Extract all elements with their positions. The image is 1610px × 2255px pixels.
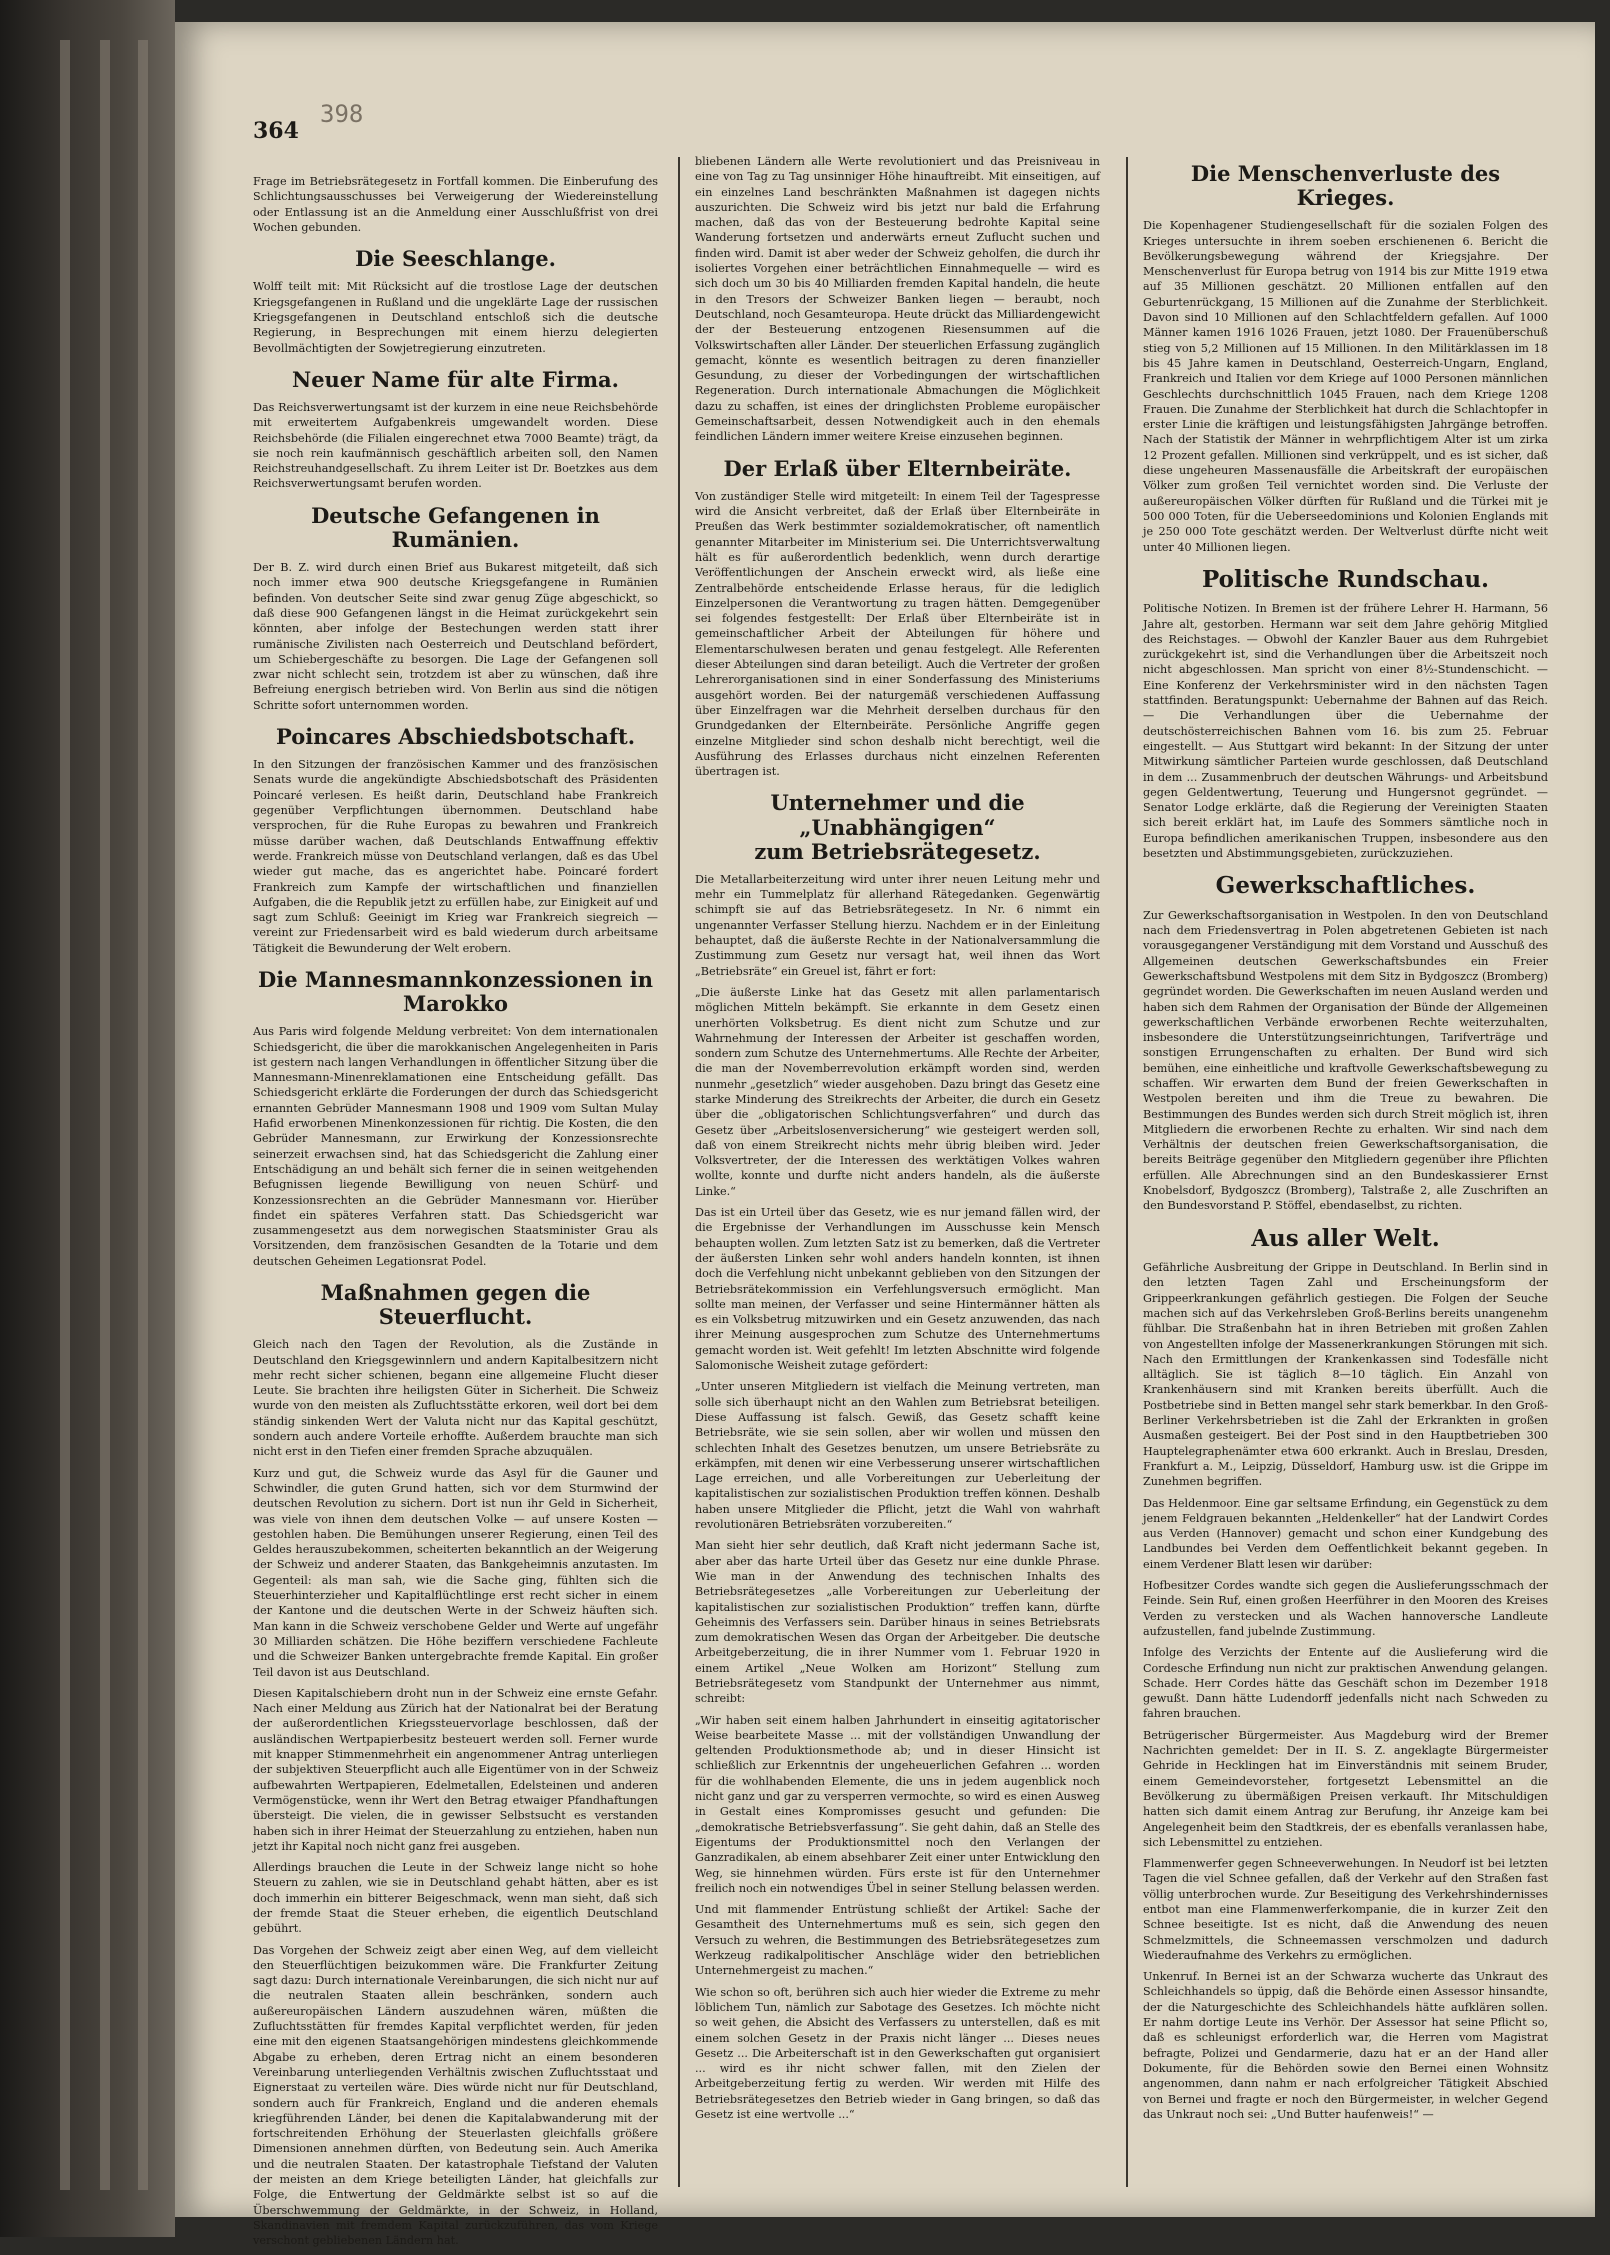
article-text: bliebenen Ländern alle Werte revolutioniert und das Preisniveau in eine von Tag zu Tag unsinniger Höhe hinauftreibt. Mit einseitigen, auf ein einzelnes Land beschränkten Maßnahmen ist dagegen nichts auszurichten. Die Schweiz wird bis jetzt nur bald die Erfahrung machen, daß das von der Besteuerung bedrohte Kapital seine Wanderung fortsetzen und anderwärts erneut Zuflucht suchen und finden wird. Damit ist aber weder der Schweiz geholfen, die durch ihr isoliertes Vorgehen einer beträchtlichen Einnahmequelle — wird es sich doch um 30 bis 40 Milliarden fremden Kapital handeln, die heute in den Tresors der Schweizer Banken liegen — beraubt, noch Deutschland, noch Gesamteuropa. Heute drückt das Milliardengewicht der der Besteuerung entzogenen Riesensummen auf die Volkswirtschaften aller Länder. Der steuerlichen Erfassung zugänglich gemacht, könnte es wesentlich beitragen zu deren finanzieller Gesundung, zu dieser der Vorbedingungen der wirtschaftlichen Regeneration. Durch internationale Abmachungen die Möglichkeit dazu zu schaffen, ist eines der dringlichsten Probleme europäischer Gemeinschaftsarbeit, dessen Notwendigkeit auch in den ehemals feindlichen Ländern immer weitere Kreise einzusehen beginnen.: [695, 155, 1100, 444]
headline-aus-aller-welt: Aus aller Welt.: [1251, 1224, 1440, 1252]
article-text: Hofbesitzer Cordes wandte sich gegen die Auslieferungsschmach der Feinde. Sein Ruf, einen großen Heerführer in den Mooren des Kreises Verden zu verstecken und als Wachen hannoversche Landleute aufzustellen, fand jubelnde Zustimmung.: [1143, 1579, 1548, 1638]
article-text: Unkenruf. In Bernei ist an der Schwarza wucherte das Unkraut des Schleichhandels so üppig, daß die Behörde einen Assessor hinsandte, der die Naturgeschichte des Schleichhandels hätte aufklären sollen. Er nahm dortige Leute ins Verhör. Der Assessor hat seine Pflicht so, daß es schleunigst erforderlich war, die Herren vom Magistrat befragte, Polizei und Gendarmerie, dazu hat er an der Hand aller Dokumente, für die Behörden sowie den Bernei einen Wohnsitz angenommen, dann nahm er nach erfolgreicher Tätigkeit Abschied von Bernei und fragte er noch den Bürgermeister, in welcher Gegend das Unkraut noch sei: „Und Butter haufenweis!“ —: [1143, 1970, 1548, 2121]
pencil-annotation: 398: [320, 100, 364, 128]
article-text: Das Reichsverwertungsamt ist der kurzem in eine neue Reichsbehörde mit erweitertem Aufgabenkreis umgewandelt worden. Diese Reichsbehörde (die Filialen eingerechnet etwa 7000 Beamte) trägt, da sie noch rein kaufmännisch geschäftlich arbeiten soll, den Namen Reichstreuhandgesellschaft. Zu ihrem Leiter ist Dr. Boetzkes aus dem Reichsverwertungsamt berufen worden.: [253, 400, 658, 491]
article-text: Zur Gewerkschaftsorganisation in Westpolen. In den von Deutschland nach dem Friedensvertrag in Polen abgetretenen Gebieten ist nach vorausgegangener Verständigung mit dem Vorstand und Ausschuß des Allgemeinen deutschen Gewerkschaftsbundes ein Freier Gewerkschaftsbund Westpolens mit dem Sitz in Bydgoszcz (Bromberg) gegründet worden. Die Gewerkschaften im neuen Ausland werden und haben sich dem Rahmen der Organisation der Bünde der Allgemeinen gewerkschaftlichen Verbände erworbenen Rechte weiterzuhalten, insbesondere die Unterstützungseinrichtungen, Tarifverträge und sonstigen Errungenschaften zu erhalten. Der Bund wird sich bemühen, eine einheitliche und kraftvolle Gewerkschaftsbewegung zu schaffen. Wir erwarten dem Bund der freien Gewerkschaften in Westpolen bereiten und ihm die Treue zu bewahren. Die Bestimmungen des Bundes werden sich durch Streit möglich ist, ihren Mitgliedern die erworbenen Rechte zu erhalten. Wir sind nach dem Verhältnis der deutschen freien Gewerkschaftsorganisation, die bereits Beiträge gegenüber den Mitgliedern gegenüber ihre Pflichten erfüllen. Alle Abrechnungen sind an den Bundeskassierer Ernst Knobelsdorf, Bydgoszcz (Bromberg), Talstraße 2, alle Zuschriften an den Bundesvorstand P. Stöffel, ebendaselbst, zu richten.: [1143, 908, 1548, 1213]
headline-mannesmann: Die Mannesmannkonzessionen in Marokko: [258, 966, 653, 1017]
column-right: [1143, 150, 1548, 2128]
article-text: Das ist ein Urteil über das Gesetz, wie es nur jemand fällen wird, der die Ergebnisse der Verhandlungen im Ausschusse kein Mensch behaupten wollen. Zum letzten Satz ist zu bemerken, daß die Vertreter der äußersten Linken sehr wohl anders handeln konnten, ist ihnen doch die Verfehlung nicht unbekannt geblieben von den Sitzungen der Betriebsrätekommission ein Verfehlungsversuch ermöglicht. Man sollte man meinen, der Verfasser und seine Hintermänner hätten als es ein Volksbetrug mitzuwirken und ein Gesetz anzuwenden, das nach ihrer Meinung ausgesprochen zum Schutze des Unternehmertums gemacht worden ist. Weit gefehlt! Im letzten Abschnitte wird folgende Salomonische Weisheit zutage gefördert:: [695, 1206, 1100, 1373]
article-text: Wie schon so oft, berühren sich auch hier wieder die Extreme zu mehr löblichem Tun, nämlich zur Sabotage des Gesetzes. Ich möchte nicht so weit gehen, die Absicht des Verfassers zu unterstellen, daß es mit einem solchen Gesetz in der Praxis nicht länger ... Dieses neues Gesetz ... Die Arbeiterschaft ist in den Gewerkschaften gut organisiert ... wird es ihr nicht schwer fallen, mit den Zielen der Arbeitgeberzeitung fertig zu werden. Wir werden mit Hilfe des Betriebsrätegesetzes den Betrieb wieder in Gang bringen, so daß das Gesetz ist eine wertvolle ...“: [695, 1985, 1100, 2121]
article-text: Wolff teilt mit: Mit Rücksicht auf die trostlose Lage der deutschen Kriegsgefangenen in Rußland und die ungeklärte Lage der russischen Kriegsgefangenen in Deutschland entschloß sich die deutsche Regierung, in Besprechungen mit einem hierzu delegierten Bevollmächtigten der Sowjetregierung einzutreten.: [253, 280, 658, 355]
headline-unternehmer-line1: Unternehmer und die „Unabhängigen“: [770, 790, 1025, 840]
book-binding: [0, 0, 175, 2237]
newspaper-page: [175, 22, 1595, 2248]
article-text: Infolge des Verzichts der Entente auf die Auslieferung wird die Cordesche Erfindung nun nicht zur praktischen Anwendung gelangen. Schade. Herr Cordes hätte das Geschäft schon im Dezember 1918 gewußt. Dann hätte Ludendorff jedenfalls nicht nach Schweden zu fahren brauchen.: [1143, 1646, 1548, 1721]
article-text: Und mit flammender Entrüstung schließt der Artikel: Sache der Gesamtheit des Unternehmertums muß es sein, sich gegen den Versuch zu wehren, die Bestimmungen des Betriebsrätegesetzes zum Werkzeug radikalpolitischer Anschläge wider den betrieblichen Unternehmergeist zu machen.“: [695, 1903, 1100, 1978]
article-text: Betrügerischer Bürgermeister. Aus Magdeburg wird der Bremer Nachrichten gemeldet: Der in II. S. Z. angeklagte Bürgermeister Gehride in Hecklingen hat im Einverständnis mit seinem Bruder, einem Gemeindevorsteher, fortgesetzt Lebensmittel an die Bevölkerung zu übermäßigen Preisen verkauft. Ihr Mitschuldigen hatten sich damit einem Antrag zur Berufung, ihr Anzeige kam bei Angelegenheit beim den Stadtkreis, der es ebenfalls veranlassen habe, sich Lebensmittel zu entziehen.: [1143, 1728, 1548, 1849]
headline-poincare: Poincares Abschiedsbotschaft.: [275, 723, 636, 749]
headline-politische-rundschau: Politische Rundschau.: [1201, 565, 1490, 593]
article-text: Das Heldenmoor. Eine gar seltsame Erfindung, ein Gegenstück zu dem jenem Feldgrauen bekannten „Heldenkeller“ hat der Landwirt Cordes aus Verden (Hannover) gemacht und schon einer Kundgebung des Landbundes bei Verden dem Oeffentlichkeit bekannt gegeben. In einem Verdener Blatt lesen wir darüber:: [1143, 1496, 1548, 1571]
article-text: Allerdings brauchen die Leute in der Schweiz lange nicht so hohe Steuern zu zahlen, wie sie in Deutschland gehabt hätten, aber es ist doch immerhin ein bitterer Beigeschmack, wenn man sieht, daß sich der fremde Staat die Steuer erheben, die eigentlich Deutschland gebührt.: [253, 1861, 658, 1936]
headline-menschenverluste: Die Menschenverluste des Krieges.: [1190, 161, 1501, 211]
column-middle: [695, 154, 1100, 2128]
headline-neuer-name: Neuer Name für alte Firma.: [292, 366, 619, 392]
article-text: Kurz und gut, die Schweiz wurde das Asyl für die Gauner und Schwindler, die guten Grund hatten, sich vor dem Sturmwind der deutschen Revolution zu sichern. Dort ist nun ihr Geld in Sicherheit, was viele von ihnen dem deutschen Volke — auf unsere Kosten — gestohlen haben. Die Bemühungen unserer Regierung, einen Teil des Geldes herauszubekommen, scheiterten bekanntlich an der Weigerung der Schweiz und anderer Staaten, das Bankgeheimnis anzutasten. Im Gegenteil: als man sah, wie die Sache ging, fühlten sich die Steuerhinterzieher und Kapitalflüchtlinge erst recht sicher in einem der Kantone und die deutschen Werte in der Schweiz häuften sich. Man kann in die Schweiz verschobene Gelder und Werte auf ungefähr 30 Milliarden schätzen. Die Höhe beziffern verschiedene Fachleute und die Schweizer Banken untergebrachte fremde Kapital. Ein großer Teil davon ist aus Deutschland.: [253, 1466, 658, 1679]
article-text: Die Metallarbeiterzeitung wird unter ihrer neuen Leitung mehr und mehr ein Tummelplatz für allerhand Rätegedanken. Gegenwärtig schimpft sie auf das Betriebsrätegesetz. In Nr. 6 nimmt ein ungenannter Verfasser Stellung hierzu. Nachdem er in der Einleitung behauptet, daß die äußerste Rechte in der Nationalversammlung die Zustimmung zum Gesetz nur versagt hat, weil ihnen das Wort „Betriebsräte“ ein Greuel ist, fährt er fort:: [695, 872, 1100, 978]
headline-unternehmer-line2: zum Betriebsrätegesetz.: [754, 838, 1041, 864]
article-text: Flammenwerfer gegen Schneeverwehungen. In Neudorf ist bei letzten Tagen die viel Schnee gefallen, daß der Verkehr auf den Straßen fast völlig unterbrochen wurde. Zur Beseitigung des Verkehrshindernisses entbot man eine Flammenwerferkompanie, die in kurzer Zeit den Schnee beseitigte. Ist es nicht, daß die Anwendung des neuen Schmelzmittels, die Schneemassen verschmolzen und dadurch Wiederaufnahme des Verkehrs zu ermöglichen.: [1143, 1857, 1548, 1962]
column-left: [253, 174, 658, 2255]
article-text: Diesen Kapitalschiebern droht nun in der Schweiz eine ernste Gefahr. Nach einer Meldung aus Zürich hat der Nationalrat bei der Beratung der außerordentlichen Kriegssteuervorlage beschlossen, daß der ausländischen Wertpapierbesitz besteuert werden soll. Ferner wurde mit knapper Stimmenmehrheit ein angenommener Antrag unterliegen der subjektiven Steuerpflicht auch alle Eigentümer von in der Schweiz aufbewahrten Wertpapieren, Edelmetallen, Edelsteinen und anderen Vermögenstücke, wenn ihr Wert den Betrag etwaiger Pfandhaftungen übersteigt. Die vielen, die in gewisser Selbstsucht es verstanden haben sich in ihrer Heimat der Steuerzahlung zu entziehen, haben nun jetzt ihr Kapital noch nicht ganz frei ausgeben.: [253, 1686, 658, 1853]
article-text: Das Vorgehen der Schweiz zeigt aber einen Weg, auf dem vielleicht den Steuerflüchtigen beizukommen wäre. Die Frankfurter Zeitung sagt dazu: Durch internationale Vereinbarungen, die sich nicht nur auf die neutralen Staaten allein beschränken, sondern auch außereuropäischen Ländern auszudehnen wären, müßten die Zufluchtsstätten für fremdes Kapital verpflichtet werden, für jeden eine mit den eigenen Staatsangehörigen mindestens gleichkommende Abgabe zu erheben, deren Ertrag nicht an einem besonderen Vereinbarung unterliegenden Verhältnis zwischen Zufluchtsstaat und Eignerstaat zu verteilen wäre. Dies würde nicht nur für Deutschland, sondern auch für Frankreich, England und die anderen ehemals kriegführenden Länder, bei denen die Kapitalabwanderung mit der fortschreitenden Erhöhung der Steuerlasten gleichfalls größere Dimensionen annehmen dürften, von Bedeutung sein. Auch Amerika und die neutralen Staaten. Der katastrophale Tiefstand der Valuten der meisten an dem Kriege beteiligten Länder, hat gleichfalls zur Folge, die Entwertung der Geldmärkte selbst ist so auf die Überschwemmung der Geldmärkte, in der Schweiz, in Holland, Skandinavien mit fremdem Kapital zurückzuführen, das vom Kriege verschont gebliebenen Ländern hat.: [253, 1943, 658, 2248]
article-text: Gleich nach den Tagen der Revolution, als die Zustände in Deutschland den Kriegsgewinnlern und andern Kapitalbesitzern nicht mehr recht sicher schienen, begann eine allgemeine Flucht dieser Leute. Sie brachten ihre heiligsten Güter in Sicherheit. Die Schweiz wurde von den meisten als Zufluchtsstätte erkoren, weil dort bei dem ständig sinkenden Wert der Valuta nicht nur das Kapital geschützt, sondern auch andere Vorteile erhoffte. Außerdem brauchte man sich nicht erst in den Tiefen einer fremden Sprache abzuquälen.: [253, 1338, 658, 1459]
article-text: „Unter unseren Mitgliedern ist vielfach die Meinung vertreten, man solle sich überhaupt nicht an den Wahlen zum Betriebsrat beteiligen. Diese Auffassung ist falsch. Gewiß, das Gesetz schafft keine Betriebsräte, wie sie sein sollen, aber wir wollen und müssen den schlechten Inhalt des Gesetzes benutzen, um unsere Betriebsräte zu erkämpfen, mit denen wir eine Verbesserung unserer wirtschaftlichen Lage erreichen, und alle Vorbereitungen zur Ueberleitung der kapitalistischen zur sozialistischen Produktion treffen können. Deshalb haben unsere Mitglieder die Pflicht, jetzt die Wahl von wahrhaft revolutionären Betriebsräten vorzubereiten.“: [695, 1380, 1100, 1532]
article-text: Der B. Z. wird durch einen Brief aus Bukarest mitgeteilt, daß sich noch immer etwa 900 deutsche Kriegsgefangene in Rumänien befinden. Von deutscher Seite sind zwar genug Züge abgeschickt, so daß diese 900 Gefangenen längst in die Heimat zurückgekehrt sein könnten, aber infolge der Bestechungen werden statt ihrer rumänische Zivilisten nach Oesterreich und Deutschland befördert, um Schiebergeschäfte zu besorgen. Die Lage der Gefangenen soll zwar nicht schlecht sein, trotzdem ist aber zu wünschen, daß ihre Befreiung energisch betrieben wird. Von Berlin aus sind die nötigen Schritte sofort unternommen worden.: [253, 561, 658, 712]
article-text: Gefährliche Ausbreitung der Grippe in Deutschland. In Berlin sind in den letzten Tagen Zahl und Erscheinungsform der Grippeerkrankungen gefährlich gestiegen. Die Folgen der Seuche machen sich auf das Verkehrsleben Groß-Berlins bereits unangenehm fühlbar. Die Straßenbahn hat in ihren Betrieben mit großen Zahlen von Angestellten infolge der Massenerkrankungen Störungen mit sich. Nach den Ermittlungen der Krankenkassen sind Todesfälle nicht alltäglich. Sie ist täglich 8—10 täglich. Ein Anzahl von Krankenhäusern sind mit Kranken bereits überfüllt. Auch die Postbetriebe sind in Betten mangel sehr stark bemerkbar. In den Groß-Berliner Verkehrsbetrieben ist die Zahl der Erkrankten in großen Ausmaßen gesteigert. Bei der Post sind in den Hauptbetrieben 300 Hauptelegraphenämter etwa 600 erkrankt. Auch in Breslau, Dresden, Frankfurt a. M., Leipzig, Düsseldorf, Hamburg usw. ist die Grippe im Zunehmen begriffen.: [1143, 1261, 1548, 1489]
article-text: Von zuständiger Stelle wird mitgeteilt: In einem Teil der Tagespresse wird die Ansicht verbreitet, daß der Erlaß über Elternbeiräte in Preußen das Werk bestimmter sozialdemokratischer, oft namentlich genannter Mitarbeiter im Ministerium sei. Die Unterrichtsverwaltung hält es für außerordentlich bedenklich, wenn durch derartige Veröffentlichungen der Anschein erweckt wird, als ließe eine Zentralbehörde entscheidende Erlasse heraus, für die lediglich Einzelpersonen die Verantwortung zu tragen hätten. Demgegenüber sei folgendes festgestellt: Der Erlaß über Elternbeiräte ist in gemeinschaftlicher Arbeit der Abteilungen für höhere und Elementarschulwesen beraten und genau festgelegt. Alle Referenten dieser Abteilungen sind daran beteiligt. Auch die Vertreter der großen Lehrerorganisationen sind in einer Sonderfassung des Ministeriums ausgehört worden. Bei der naturgemäß verschiedenen Auffassung über Einzelfragen war die Mehrheit derselben durchaus für den Grundgedanken der Elternbeiräte. Persönliche Angriffe gegen einzelne Mitglieder sind schon deshalb nicht berechtigt, weil die Ausführung des Erlasses durchaus nicht einzelnen Referenten übertragen ist.: [695, 489, 1100, 779]
headline-gefangene-rumaenien: Deutsche Gefangenen in Rumänien.: [311, 502, 600, 552]
headline-elternbeiraete: Der Erlaß über Elternbeiräte.: [723, 455, 1072, 481]
headline-gewerkschaftliches: Gewerkschaftliches.: [1215, 872, 1476, 900]
article-text: Politische Notizen. In Bremen ist der frühere Lehrer H. Harmann, 56 Jahre alt, gestorben. Hermann war seit dem Jahre gehörig Mitglied des Reichstages. — Obwohl der Kanzler Bauer aus dem Ruhrgebiet zurückgekehrt ist, sind die Verhandlungen über die Arbeitszeit noch nicht abgeschlossen. Man spricht von einer 8½-Stundenschicht. — Eine Konferenz der Verkehrsminister wird in den nächsten Tagen stattfinden. Beratungspunkt: Uebernahme der Bahnen auf das Reich. — Die Verhandlungen über die Uebernahme der deutschösterreichischen Bahnen vom 16. bis zum 25. Februar eingestellt. — Aus Stuttgart wird bekannt: In der Sitzung der unter Mitwirkung sämtlicher Parteien wurde geschlossen, daß Deutschland in dem ... Zusammenbruch der deutschen Währungs- und Arbeitsbund gegen Geldentwertung, Teuerung und Hungersnot gegründet. — Senator Lodge erklärte, daß die Regierung der Vereinigten Staaten sich bereit erklärt hat, im Laufe des Sommers sämtliche noch in Europa befindlichen amerikanischen Truppen, insbesondere aus den besetzten und Abstimmungsgebieten, zurückzuziehen.: [1143, 602, 1548, 860]
article-text: Aus Paris wird folgende Meldung verbreitet: Von dem internationalen Schiedsgericht, die über die marokkanischen Angelegenheiten in Paris ist gestern nach langen Verhandlungen in öffentlicher Sitzung über die Mannesmann-Minenreklamationen eine Entscheidung gefällt. Das Schiedsgericht erklärte die Forderungen der durch das Schiedsgericht ernannten Gebrüder Mannesmann 1908 und 1909 vom Sultan Mulay Hafid erworbenen Minenkonzessionen für richtig. Die Kosten, die den Gebrüder Mannesmann, zur Erwirkung der Konzessionsrechte seinerzeit erwachsen sind, hat das Schiedsgericht die Zahlung einer Entschädigung an und behält sich ferner die in seinen weitgehenden Befugnissen liegende Bewilligung von neuen Schürf- und Konzessionsrechten an die Gebrüder Mannesmann vor. Hierüber findet ein späteres Verfahren statt. Das Schiedsgericht war zusammengesetzt aus dem norwegischen Staatsminister Grau als Vorsitzenden, dem französischen Gesandten de la Totarie und dem deutschen Geheimen Legationsrat Podel.: [253, 1025, 658, 1268]
article-text: Frage im Betriebsrätegesetz in Fortfall kommen. Die Einberufung des Schlichtungsausschusses bei Verweigerung der Wiedereinstellung oder Entlassung ist an die Anmeldung einer Ausschlußfrist von drei Wochen gebunden.: [253, 175, 658, 234]
article-text: In den Sitzungen der französischen Kammer und des französischen Senats wurde die angekündigte Abschiedsbotschaft des Präsidenten Poincaré verlesen. Es heißt darin, Deutschland habe Frankreich gegenüber Verpflichtungen übernommen. Deutschland habe versprochen, für die Ruhe Europas zu bewahren und Frankreich müsse darüber wachen, daß Deutschlands Entwaffnung effektiv werde. Frankreich müsse von Deutschland verlangen, daß es das Ubel wieder gut mache, das es angerichtet habe. Poincaré fordert Frankreich zum Kampfe der wirtschaftlichen und finanziellen Aufgaben, die die Republik jetzt zu erfüllen habe, zur Einigkeit auf und sagt zum Schluß: Geeinigt im Krieg war Frankreich siegreich — vereint zur Friedensarbeit wird es bald wiederum durch arbeitsame Tätigkeit die Bewunderung der Welt erobern.: [253, 758, 658, 955]
article-text: Man sieht hier sehr deutlich, daß Kraft nicht jedermann Sache ist, aber aber das harte Urteil über das Gesetz nur eine dunkle Phrase. Wie man in der Anwendung des technischen Inhalts des Betriebsrätegesetzes „alle Vorbereitungen zur Ueberleitung der kapitalistischen zur sozialistischen Produktion“ treffen kann, dürfte Geheimnis des Verfassers sein. Darüber hinaus in seines Betriebsrats zum demokratischen Wesen das Organ der Arbeitgeber. Die deutsche Arbeitgeberzeitung, die in ihrer Nummer vom 1. Februar 1920 in einem Artikel „Neue Wolken am Horizont“ Stellung zum Betriebsrätegesetz vom Standpunkt der Unternehmer aus nimmt, schreibt:: [695, 1539, 1100, 1706]
headline-steuerflucht: Maßnahmen gegen die Steuerflucht.: [320, 1280, 591, 1330]
article-text: „Die äußerste Linke hat das Gesetz mit allen parlamentarisch möglichen Mitteln bekämpft. Sie erkannte in dem Gesetz einen unerhörten Volksbetrug. Es dient nicht zum Schutze und zur Wahrnehmung der Interessen der Arbeiter ist geschaffen worden, sondern zum Schutze des Unternehmertums. Alle Rechte der Arbeiter, die man der Novemberrevolution erkämpft worden sind, werden nunmehr „gesetzlich“ wieder ausgehoben. Dazu bringt das Gesetz eine starke Minderung des Streikrechts der Arbeiter, die durch ein Gesetz über die „obligatorischen Schlichtungsverfahren“ und durch das Gesetz über „Arbeitslosenversicherung“ wie gesteigert werden soll, daß von einem Streikrecht nichts mehr übrig bleiben wird. Jeder Volksvertreter, der die Interessen des werktätigen Volkes wahren wollte, konnte und durfte nicht anders handeln, als die äußerste Linke.“: [695, 985, 1100, 1198]
page-number: 364: [253, 118, 299, 144]
article-text: Die Kopenhagener Studiengesellschaft für die sozialen Folgen des Krieges untersuchte in ihrem soeben erschienenen 6. Bericht die Bevölkerungsbewegung während der Kriegsjahre. Der Menschenverlust für Europa betrug von 1914 bis zur Mitte 1919 etwa auf 35 Millionen geschätzt. 20 Millionen entfallen auf den Geburtenrückgang, 15 Millionen auf die Zunahme der Sterblichkeit. Davon sind 10 Millionen auf den Schlachtfeldern gefallen. Auf 1000 Männer kamen 1916 1026 Frauen, jetzt 1080. Der Frauenüberschuß stieg von 5,2 Millionen auf 15 Millionen. In den Militärklassen im 18 bis 45 Jahre kamen in Deutschland, Oesterreich-Ungarn, England, Frankreich und Italien vor dem Kriege auf 1000 Personen männlichen Geschlechts durchschnittlich 1045 Frauen, nach dem Kriege 1208 Frauen. Die Zunahme der Sterblichkeit hat durch die Schlachtopfer in erster Linie die kräftigen und leistungsfähigsten Jahrgänge betroffen. Nach der Statistik der Männer in wehrpflichtigem Alter ist um zirka 12 Prozent gefallen. Millionen sind verkrüppelt, und es ist sicher, daß diese ungeheuren Massenausfälle die Arbeitskraft der europäischen Völker zum großen Teil vernichtet worden sind. Die Verluste der außereuropäischen Völker dürften für Rußland und die Türkei mit je 500 000 Toten, für die Ueberseedominions und Kolonien Englands mit je 250 000 Tote geschätzt werden. Der Weltverlust dürfte nicht weit unter 40 Millionen liegen.: [1143, 219, 1548, 554]
headline-seeschlange: Die Seeschlange.: [355, 246, 556, 272]
column-rule: [678, 157, 680, 2187]
article-text: „Wir haben seit einem halben Jahrhundert in einseitig agitatorischer Weise bearbeitete Masse ... mit der vollständigen Unwandlung der geltenden Produktionsmethode ab; und in dieser Hinsicht ist schließlich zur Erkenntnis der ungeheuerlichen Gefahren ... worden für die wohlhabenden Elemente, die uns in jedem augenblick noch nicht ganz und gar zu versperren vermochte, so wird es einen Ausweg in Gestalt eines Kompromisses gesucht und gefunden: Die „demokratische Betriebsverfassung“. Sie geht dahin, daß an Stelle des Eigentums der Produktionsmittel noch den Verlangen der Ganzradikalen, ab einem absehbarer Zeit einer unter Entwicklung den Weg, sie hinnehmen würden. Fürs erste ist für den Unternehmer freilich noch ein notwendiges Übel in seiner Stellung belassen werden.: [695, 1713, 1100, 1895]
column-rule: [1126, 157, 1128, 2187]
